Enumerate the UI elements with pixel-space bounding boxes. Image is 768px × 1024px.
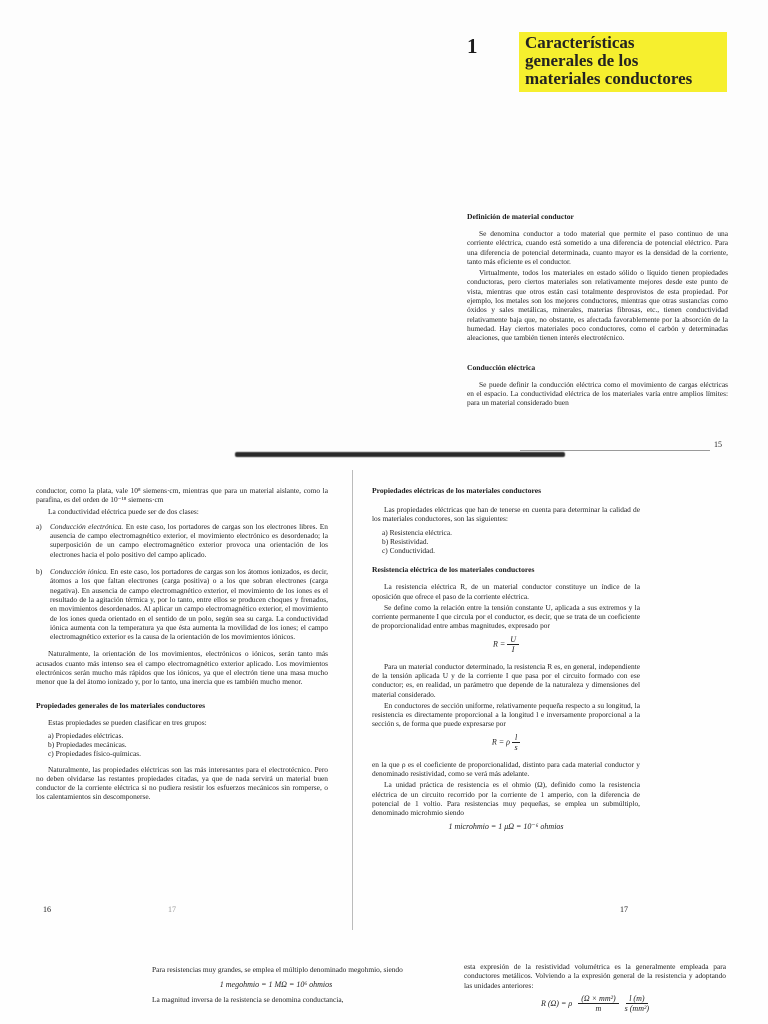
- formula-megohm: 1 megohmio = 1 MΩ = 10⁶ ohmios: [219, 980, 333, 990]
- formula-numerator: l: [512, 733, 520, 743]
- section-heading-definition: Definición de material conductor: [467, 212, 574, 221]
- formula-lhs: R (Ω) = ρ: [540, 998, 573, 1008]
- formula-resistance-units: [464, 994, 726, 1013]
- paragraph: Las propiedades eléctricas que han de tenerse en cuenta para determinar la calidad de los materiales conductores, son las siguientes:: [372, 505, 640, 524]
- formula-denominator: s (mm²): [624, 1003, 650, 1013]
- formula-denominator: s: [514, 742, 518, 752]
- term: Conducción electrónica.: [50, 521, 124, 531]
- formula-numerator: U: [507, 635, 519, 645]
- page-19-fragment: [464, 962, 726, 1013]
- formula-resistivity: [372, 733, 640, 752]
- list-item: a) Resistencia eléctrica.: [382, 527, 452, 537]
- list-item: [36, 522, 328, 561]
- paragraph: conductor, como la plata, vale 10⁸ siemens·cm, mientras que para un material aislante, como la parafina, es del orden de 10⁻¹⁸ siemens·cm: [36, 486, 328, 505]
- chapter-title-line-1: Características: [525, 33, 635, 52]
- formula-resistance: [372, 635, 640, 654]
- formula-lhs: R = ρ: [491, 737, 510, 747]
- properties-list: [48, 731, 328, 759]
- paragraph: En este caso, los portadores de cargas son los átomos ionizados, es decir, átomos a los que faltan electrones (carga positiva) o a los que sobran electrones (carga negativa). En ausencia de campo electromagnético exterior, el movimiento de los iones es el resultado de la agitación térmica y, por lo tanto, entre ellos se producen choques y frenados, en movimientos desordenados. Al aplicar un campo electromagnético exterior, el movimiento de los iones queda orientado en el sentido de un polo, según sea su carga. La conductividad iónica aumenta con la temperatura ya que ésta aumenta la movilidad de los iones; el campo electromagnético exterior es la causa de la orientación de los movimientos iónicos.: [50, 567, 328, 642]
- paragraph: La resistencia eléctrica R, de un material conductor constituye un índice de la oposición que ofrece el paso de la corriente eléctrica.: [372, 582, 640, 601]
- electrical-properties-list: [382, 528, 640, 556]
- paragraph: En este caso, los portadores de cargas son los electrones libres. En ausencia de campo electromagnético exterior, el movimiento electrónico es desordenado; la superposición de un campo electromagnético exterior provoca una orientación de los electrones hacia el polo positivo del campo aplicado.: [50, 521, 328, 559]
- page-16: [36, 486, 328, 804]
- paragraph: Estas propiedades se pueden clasificar en tres grupos:: [48, 717, 207, 727]
- formula-microhm: 1 microhmio = 1 μΩ = 10⁻⁶ ohmios: [448, 821, 564, 831]
- section-heading: Resistencia eléctrica de los materiales conductores: [372, 565, 535, 575]
- page-number: 17: [620, 905, 628, 914]
- list-marker: b): [36, 567, 43, 577]
- list-item: c) Propiedades físico-químicas.: [48, 749, 141, 759]
- section-heading: Propiedades eléctricas de los materiales conductores: [372, 486, 542, 495]
- list-item: b) Resistividad.: [382, 536, 429, 546]
- section-heading-conduction: Conducción eléctrica: [467, 362, 536, 372]
- paragraph: esta expresión de la resistividad volumétrica es la generalmente empleada para conductores metálicos. Volviendo a la expresión general de la resistencia y adoptando las unidades anteriores:: [464, 962, 726, 990]
- page-15-body: [467, 212, 728, 409]
- page-gutter: [352, 470, 353, 930]
- page-18-fragment: [140, 965, 412, 1007]
- formula-numerator: l (m): [626, 994, 647, 1004]
- paragraph: La conductividad eléctrica puede ser de dos clases:: [48, 506, 199, 516]
- list-marker: a): [36, 521, 42, 531]
- chapter-title: [519, 32, 727, 92]
- formula-numerator: (Ω × mm²): [578, 994, 618, 1004]
- paragraph: En conductores de sección uniforme, relativamente pequeña respecto a su longitud, la resistencia es directamente proporcional a la longitud l e inversamente proporcional a la sección s, de forma que puede expresarse por: [372, 700, 640, 729]
- paragraph: Se puede definir la conducción eléctrica como el movimiento de cargas eléctricas en el espacio. La conductividad eléctrica de los materiales varía entre amplios límites: para un material considerado buen: [467, 379, 728, 408]
- term: Conducción iónica.: [50, 567, 109, 577]
- chapter-title-line-2: generales de los: [525, 51, 639, 70]
- chapter-title-line-3: materiales conductores: [525, 69, 693, 88]
- scan-edge-line: [520, 450, 710, 451]
- paragraph: Para resistencias muy grandes, se emplea el múltiplo denominado megohmio, siendo: [152, 965, 403, 974]
- page-number: 16: [43, 905, 51, 914]
- section-heading: Propiedades generales de los materiales conductores: [36, 700, 206, 710]
- paragraph: Para un material conductor determinado, la resistencia R es, en general, independiente de la tensión aplicada U y de la corriente I que pasa por el circuito formado con ese conductor; es, en realidad, un parámetro que depende de la naturaleza y dimensiones del material considerado.: [372, 661, 640, 699]
- scan-edge-line: [235, 452, 565, 457]
- paragraph: La unidad práctica de resistencia es el ohmio (Ω), definido como la resistencia eléctrica de un circuito recorrido por la corriente de 1 amperio, con la diferencia de potencial de 1 voltio. Para resistencias muy pequeñas, se emplea un submúltiplo, denominado microhmio siendo: [372, 780, 640, 818]
- formula-lhs: R =: [492, 639, 506, 649]
- paragraph: Se denomina conductor a todo material que permite el paso continuo de una corriente eléctrica, cuando está sometido a una diferencia de potencial eléctrico. Para una diferencia de potencial determinada, cuanto mayor es la densidad de la corriente, tanto más eficiente es el conductor.: [467, 229, 728, 266]
- paragraph: La magnitud inversa de la resistencia se denomina conductancia,: [152, 995, 344, 1005]
- page-15: [0, 0, 768, 460]
- paragraph: Virtualmente, todos los materiales en estado sólido o líquido tienen propiedades conductoras, pero ciertos materiales son relativamente mejores desde este punto de vista, mientras que otros están casi totalmente desprovistos de esta propiedad. Por ejemplo, los metales son los mejores conductores, mientras que otras sustancias como óxidos y sales metálicas, minerales, materias fibrosas, etc., tienen conductividad relativamente baja que, no obstante, es afectada favorablemente por la absorción de la humedad. Hay ciertos materiales poco conductores, como el carbón y determinadas aleaciones, que también tienen interés electrotécnico.: [467, 268, 728, 343]
- bleed-page-number: 17: [168, 905, 176, 914]
- paragraph: Naturalmente, las propiedades eléctricas son las más interesantes para el electrotécnico. Pero no deben olvidarse las restantes propiedades citadas, ya que de nada servirá un material buen conductor de la corriente eléctrica si no pudiera resistir los esfuerzos mecánicos sin romperse, o los calentamientos sin descomponerse.: [36, 764, 328, 802]
- paragraph: en la que ρ es el coeficiente de proporcionalidad, distinto para cada material conductor y denominado resistividad, como se verá más adelante.: [372, 759, 640, 779]
- paragraph: Naturalmente, la orientación de los movimientos, electrónicos o iónicos, serán tanto más acusados cuanto más intenso sea el campo electromagnético exterior aplicado. Los movimientos electrónicos serán mucho más rápidos que los iónicos, ya que el electrón tiene una masa mucho menor que la del átomo ionizado y, por lo tanto, una inercia que es también mucho menor.: [36, 649, 328, 687]
- chapter-number: 1: [467, 34, 478, 58]
- page-17: [372, 486, 640, 831]
- list-item: [36, 567, 328, 643]
- paragraph: Se define como la relación entre la tensión constante U, aplicada a sus extremos y la corriente permanente I que circula por el conductor, es decir, que se trata de un coeficiente de proporcionalidad entre ambas magnitudes, expresado por: [372, 602, 640, 631]
- list-item: a) Propiedades eléctricas.: [48, 730, 124, 740]
- formula-denominator: I: [511, 644, 515, 654]
- list-item: b) Propiedades mecánicas.: [48, 740, 127, 750]
- formula-denominator: m: [595, 1003, 602, 1013]
- list-item: c) Conductividad.: [382, 546, 435, 555]
- page-number: 15: [714, 440, 722, 449]
